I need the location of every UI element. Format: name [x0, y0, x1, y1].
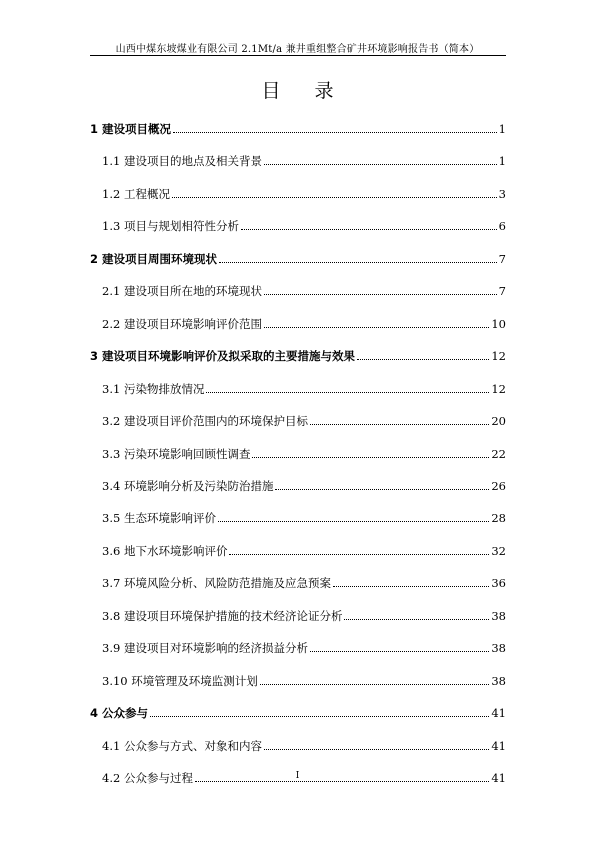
- toc-entry-label: 3.5 生态环境影响评价: [102, 511, 216, 526]
- dot-leader: [260, 684, 490, 685]
- toc-entry[interactable]: [90, 349, 506, 363]
- toc-entry-label: 1.2 工程概况: [102, 186, 170, 201]
- dot-leader: [264, 294, 497, 295]
- toc-entry-label: 1.3 项目与规划相符性分析: [102, 219, 239, 234]
- toc-entry-page-number: 22: [491, 446, 506, 461]
- toc-entry[interactable]: [90, 252, 506, 266]
- toc-entry[interactable]: [102, 382, 506, 396]
- toc-entry-page-number: 32: [491, 543, 506, 558]
- toc-entry[interactable]: [102, 414, 506, 428]
- toc-entry-page-number: 10: [491, 316, 506, 331]
- toc-entry-page-number: 38: [491, 673, 506, 688]
- toc-entry-page-number: 38: [491, 608, 506, 623]
- toc-entry[interactable]: [102, 641, 506, 655]
- toc-entry[interactable]: [102, 154, 506, 168]
- dot-leader: [172, 197, 497, 198]
- toc-entry-label: 4 公众参与: [90, 706, 149, 721]
- toc-entry-label: 3.10 环境管理及环境监测计划: [102, 673, 258, 688]
- dot-leader: [219, 262, 497, 263]
- toc-entry[interactable]: [102, 739, 506, 753]
- dot-leader: [218, 521, 489, 522]
- toc-entry-page-number: 20: [491, 414, 506, 429]
- toc-entry-page-number: 7: [498, 251, 506, 266]
- toc-entry[interactable]: [102, 479, 506, 493]
- toc-entry[interactable]: [90, 706, 506, 720]
- dot-leader: [229, 554, 489, 555]
- running-header: 山西中煤东坡煤业有限公司 2.1Mt/a 兼井重组整合矿井环境影响报告书（简本）: [115, 44, 480, 55]
- dot-leader: [264, 327, 489, 328]
- dot-leader: [241, 229, 497, 230]
- toc-entry-page-number: 41: [491, 706, 506, 721]
- toc-entry-label: 1 建设项目概况: [90, 122, 172, 136]
- toc-entry-label: 3.3 污染环境影响回顾性调查: [102, 446, 251, 461]
- toc-entry-label: 2 建设项目周围环境现状: [90, 251, 218, 266]
- toc-entry-page-number: 38: [491, 641, 506, 656]
- dot-leader: [333, 586, 489, 587]
- toc-entry-page-number: 41: [491, 771, 506, 785]
- toc-entry-label: 3.2 建设项目评价范围内的环境保护目标: [102, 414, 308, 429]
- toc-entry-label: 3.7 环境风险分析、风险防范措施及应急预案: [102, 576, 331, 591]
- dot-leader: [206, 392, 489, 393]
- toc-entry-label: 2.1 建设项目所在地的环境现状: [102, 284, 262, 299]
- toc-entry-page-number: 12: [491, 381, 506, 396]
- toc-entry-page-number: 28: [491, 511, 506, 526]
- toc-entry-label: 3.1 污染物排放情况: [102, 381, 205, 396]
- dot-leader: [310, 651, 489, 652]
- toc-entry-label: 4.2 公众参与过程: [102, 771, 193, 785]
- toc-entry[interactable]: [102, 284, 506, 298]
- toc-entry[interactable]: [102, 447, 506, 461]
- toc-entry-page-number: 1: [498, 154, 506, 169]
- toc-entry[interactable]: [102, 219, 506, 233]
- toc-entry-page-number: 12: [491, 349, 506, 364]
- toc-entry-label: 2.2 建设项目环境影响评价范围: [102, 316, 262, 331]
- dot-leader: [150, 716, 489, 717]
- toc-entry-label: 3.9 建设项目对环境影响的经济损益分析: [102, 641, 308, 656]
- toc-title: 目 录: [261, 80, 348, 102]
- toc-entry-page-number: 7: [498, 284, 506, 299]
- toc-entry[interactable]: [102, 511, 506, 525]
- dot-leader: [264, 164, 497, 165]
- toc-entry-page-number: 36: [491, 576, 506, 591]
- toc-entry[interactable]: [102, 674, 506, 688]
- toc-entry-page-number: 3: [498, 186, 506, 201]
- dot-leader: [173, 132, 497, 133]
- dot-leader: [195, 781, 489, 782]
- toc-entry-label: 3.6 地下水环境影响评价: [102, 543, 228, 558]
- toc-entry-page-number: 41: [491, 738, 506, 753]
- dot-leader: [344, 619, 489, 620]
- toc-entry[interactable]: [90, 122, 506, 136]
- toc-entry-label: 3.4 环境影响分析及污染防治措施: [102, 478, 274, 493]
- page-number: I: [295, 771, 300, 781]
- toc-entry-page-number: 6: [498, 219, 506, 234]
- toc-entry-page-number: 26: [491, 478, 506, 493]
- toc-entry[interactable]: [102, 609, 506, 623]
- dot-leader: [275, 489, 489, 490]
- toc-entry-page-number: 1: [498, 122, 506, 136]
- dot-leader: [252, 457, 489, 458]
- toc-entry-label: 3.8 建设项目环境保护措施的技术经济论证分析: [102, 608, 343, 623]
- toc-entry-label: 1.1 建设项目的地点及相关背景: [102, 154, 262, 169]
- toc-entry-label: 3 建设项目环境影响评价及拟采取的主要措施与效果: [90, 349, 356, 364]
- toc-entry[interactable]: [102, 187, 506, 201]
- toc-entry-label: 4.1 公众参与方式、对象和内容: [102, 738, 262, 753]
- dot-leader: [357, 359, 489, 360]
- toc-entry[interactable]: [102, 576, 506, 590]
- toc-entry[interactable]: [102, 317, 506, 331]
- dot-leader: [264, 749, 489, 750]
- dot-leader: [310, 424, 489, 425]
- toc-entry[interactable]: [102, 544, 506, 558]
